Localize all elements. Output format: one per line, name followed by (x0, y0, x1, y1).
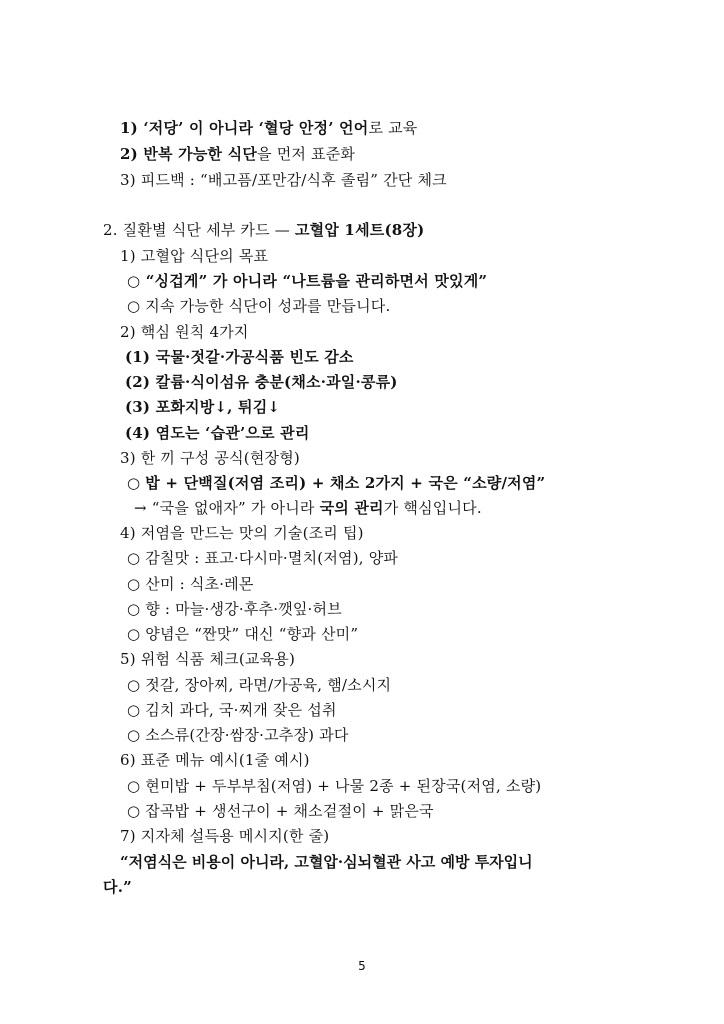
note-line (134, 498, 482, 518)
subsection-3 (120, 448, 300, 468)
text-regular: 로 교육 (368, 119, 418, 137)
bullet-item (127, 599, 342, 619)
text-bold: (4) 염도는 ‘습관’으로 관리 (125, 424, 310, 442)
text-regular: ○ 소스류(간장·쌈장·고추장) 과다 (127, 726, 349, 744)
text-bold: (1) 국물·젓갈·가공식품 빈도 감소 (125, 348, 354, 366)
subsection-1 (120, 246, 268, 266)
list-item-3 (120, 170, 447, 190)
principle-item (125, 372, 398, 392)
text-regular: 4) 저염을 만드는 맛의 기술(조리 팁) (120, 524, 364, 542)
text-regular: 을 먼저 표준화 (257, 145, 356, 163)
text-bold: “저염식은 비용이 아니라, 고혈압·심뇌혈관 사고 예방 투자입니 (120, 853, 533, 871)
bullet-mark: ○ (127, 474, 146, 492)
text-bold: 1) ‘저당’ 이 아니라 ‘혈당 안정’ 언어 (120, 119, 369, 137)
page-number: 5 (358, 959, 366, 973)
bullet-item (127, 675, 391, 695)
bullet-item (127, 574, 254, 594)
text-regular: ○ 산미 : 식초·레몬 (127, 575, 254, 593)
bullet-item (127, 271, 487, 291)
text-regular: ○ 감칠맛 : 표고·다시마·멸치(저염), 양파 (127, 549, 399, 567)
text-regular: ○ 김치 과다, 국·찌개 잦은 섭취 (127, 701, 337, 719)
text-regular: 3) 한 끼 구성 공식(현장형) (120, 449, 300, 467)
list-item-2 (120, 144, 355, 164)
subsection-2 (120, 322, 249, 342)
bullet-item (127, 776, 541, 796)
text-regular: 6) 표준 메뉴 예시(1줄 예시) (120, 751, 310, 769)
text-regular: ○ 양념은 “짠맛” 대신 “향과 산미” (127, 625, 359, 643)
text-regular: 2) 핵심 원칙 4가지 (120, 323, 249, 341)
text-regular: 7) 지자체 설득용 메시지(한 줄) (120, 827, 330, 845)
text-bold: 2) 반복 가능한 식단 (120, 145, 258, 163)
text-bold: (3) 포화지방↓, 튀김↓ (125, 398, 281, 416)
bullet-item (127, 548, 398, 568)
bullet-item (127, 473, 545, 493)
text-regular: ○ 현미밥 + 두부부침(저염) + 나물 2종 + 된장국(저염, 소량) (127, 777, 542, 795)
bullet-item (127, 725, 349, 745)
slogan-line-2 (103, 877, 132, 897)
text-regular: ○ 향 : 마늘·생강·후추·깻잎·허브 (127, 600, 342, 618)
subsection-7 (120, 826, 329, 846)
text-regular: → “국을 없애자” 가 아니라 (134, 499, 320, 517)
principle-item (125, 347, 354, 367)
text-regular: 1) 고혈압 식단의 목표 (120, 247, 269, 265)
text-regular: ○ 젓갈, 장아찌, 라면/가공육, 햄/소시지 (127, 676, 392, 694)
heading-text: 2. 질환별 식단 세부 카드 — (103, 221, 295, 239)
principle-item (125, 397, 280, 417)
text-bold: 밥 + 단백질(저염 조리) + 채소 2가지 + 국은 “소량/저염” (145, 474, 546, 492)
bullet-item (127, 801, 434, 821)
bullet-item (127, 624, 358, 644)
text-bold: ○ “싱겁게” 가 아니라 “나트륨을 관리하면서 맛있게” (127, 272, 488, 290)
text-regular: 5) 위험 식품 체크(교육용) (120, 650, 296, 668)
heading-bold-text: 고혈압 1세트(8장) (294, 221, 425, 239)
bullet-item (127, 296, 390, 316)
text-regular: 가 핵심입니다. (383, 499, 482, 517)
list-item-1 (120, 118, 417, 138)
text-bold: 국의 관리 (319, 499, 384, 517)
bullet-item (127, 700, 337, 720)
text-bold: 다.” (103, 878, 132, 896)
slogan-line-1 (120, 852, 533, 872)
text-regular: ○ 잡곡밥 + 생선구이 + 채소겉절이 + 맑은국 (127, 802, 434, 820)
subsection-4 (120, 523, 364, 543)
subsection-5 (120, 649, 295, 669)
text-bold: (2) 칼륨·식이섬유 충분(채소·과일·콩류) (125, 373, 398, 391)
text-regular: 3) 피드백 : “배고픔/포만감/식후 졸림” 간단 체크 (120, 171, 447, 189)
subsection-6 (120, 750, 310, 770)
text-regular: ○ 지속 가능한 식단이 성과를 만듭니다. (127, 297, 391, 315)
principle-item (125, 423, 310, 443)
section-heading (103, 220, 424, 240)
